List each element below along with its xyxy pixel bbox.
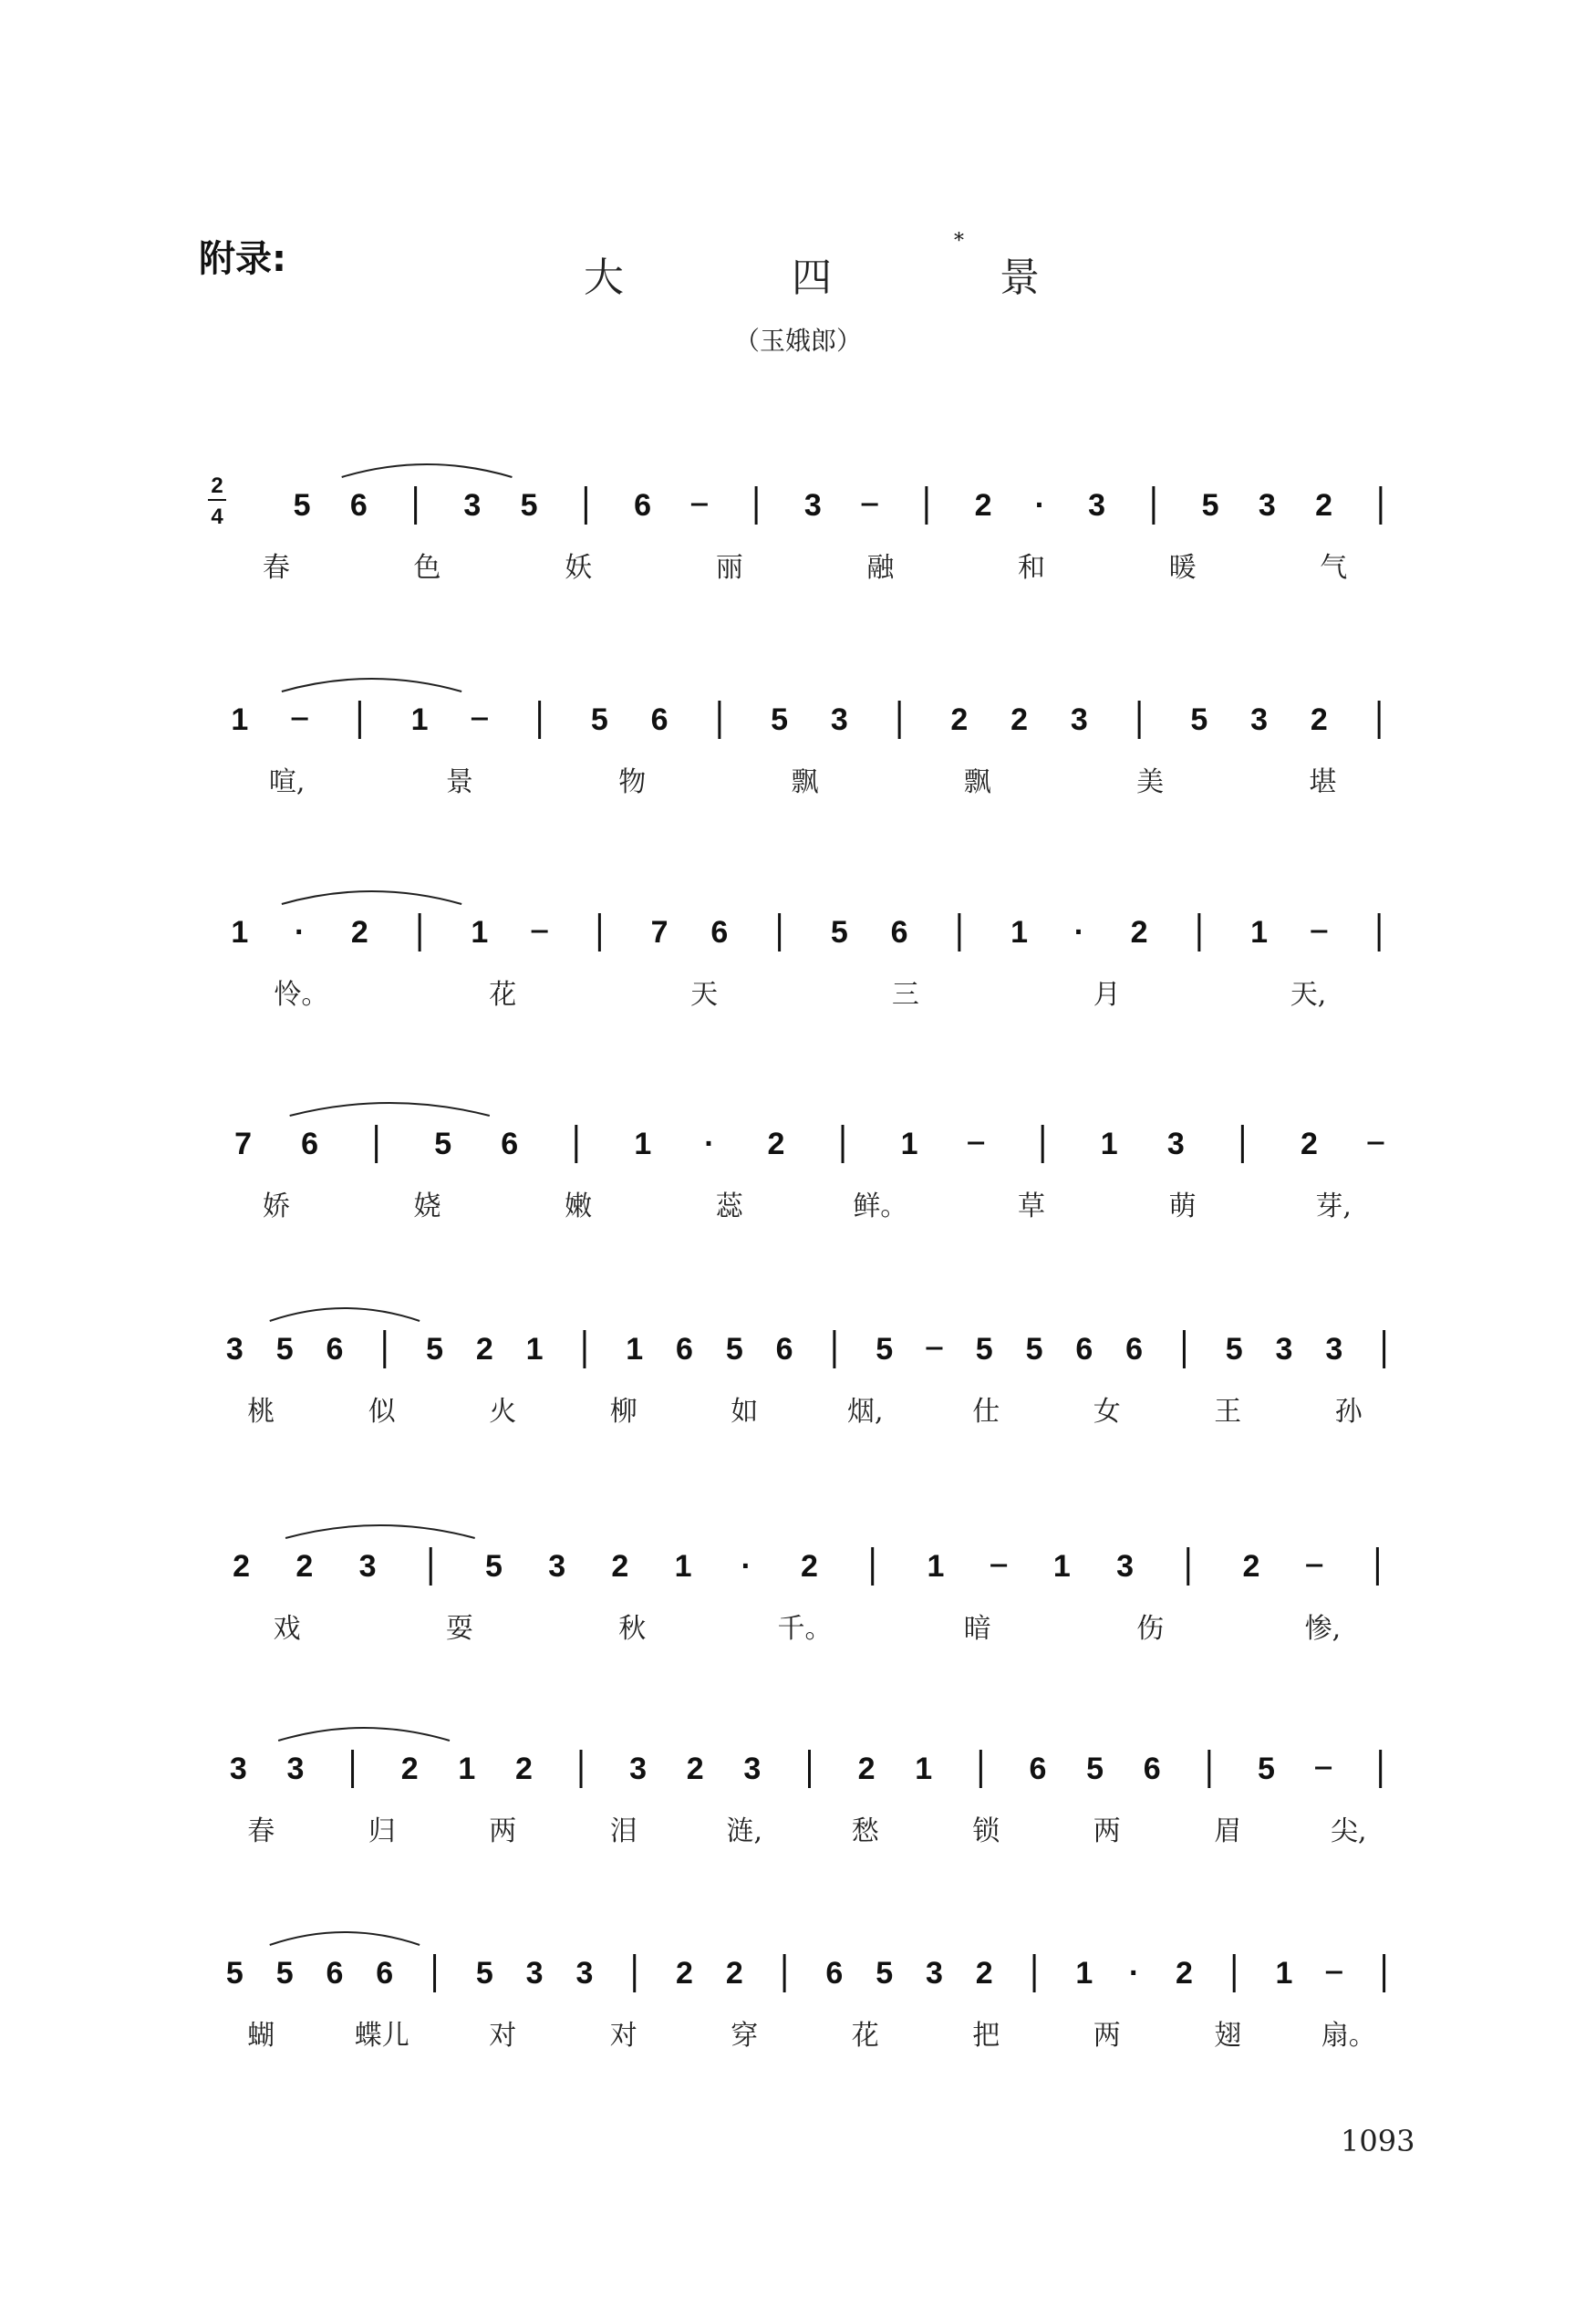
note: 6: [650, 702, 668, 737]
note: 3: [358, 1549, 377, 1584]
note: 6: [676, 1332, 693, 1367]
note: 1: [231, 702, 249, 737]
slur: [290, 1103, 490, 1116]
time-signature-bottom: 4: [211, 504, 223, 529]
lyric: 桃: [247, 1396, 275, 1428]
lyric: 鲜。: [853, 1191, 908, 1222]
note: 5: [225, 1956, 244, 1991]
note: 3: [926, 1956, 943, 1991]
note: 5: [1086, 1752, 1104, 1786]
lyric: 把: [972, 2020, 1000, 2052]
lyric: 伤: [1136, 1613, 1165, 1645]
lyric: 月: [1093, 979, 1121, 1011]
note: 6: [634, 488, 652, 523]
lyric: 扇。: [1321, 2020, 1376, 2052]
lyric: 暗: [963, 1613, 991, 1645]
note: 3: [1258, 488, 1276, 523]
lyric: 两: [1093, 1815, 1121, 1847]
lyric: 天: [690, 979, 719, 1011]
slur: [282, 679, 461, 691]
lyric: 美: [1136, 766, 1165, 798]
note: 5: [426, 1332, 444, 1367]
note: 3: [575, 1956, 594, 1991]
note: 6: [326, 1332, 344, 1367]
slur: [342, 464, 513, 477]
lyric: 芽,: [1315, 1191, 1352, 1222]
note: 2: [1300, 1127, 1318, 1161]
lyric: 飘: [963, 766, 991, 798]
note: 6: [775, 1332, 793, 1367]
note: 2: [686, 1752, 704, 1786]
note: 6: [301, 1127, 319, 1161]
note: 5: [975, 1332, 993, 1367]
lyric: 三: [891, 979, 919, 1011]
note: 6: [1075, 1332, 1093, 1367]
slur: [270, 1308, 420, 1321]
lyric: 花: [489, 979, 517, 1011]
lyric: 色: [413, 552, 441, 584]
note: 2: [1010, 702, 1029, 737]
lyric: 融: [866, 552, 895, 584]
title-char: 大: [584, 255, 624, 301]
lyric: 妖: [565, 552, 593, 584]
note: 3: [286, 1752, 305, 1786]
note: 5: [1025, 1332, 1043, 1367]
note: 2: [295, 1549, 314, 1584]
note: 6: [326, 1956, 344, 1991]
note: 1: [900, 1127, 918, 1161]
lyric: 丽: [715, 552, 743, 584]
title-char: 景: [1000, 255, 1040, 301]
lyric: 蕊: [715, 1191, 743, 1222]
note: 6: [501, 1127, 519, 1161]
slur: [282, 891, 461, 904]
note: 1: [1010, 915, 1029, 950]
note: 2: [725, 1956, 743, 1991]
lyric: 火: [489, 1396, 517, 1428]
note: 3: [803, 488, 822, 523]
note: 5: [725, 1332, 743, 1367]
note: 1: [458, 1752, 476, 1786]
lyric: 蝴: [247, 2020, 275, 2052]
note: 2: [350, 915, 368, 950]
note: 1: [674, 1549, 692, 1584]
note: 3: [1325, 1332, 1343, 1367]
note: 3: [1070, 702, 1088, 737]
lyric: 翅: [1214, 2020, 1242, 2052]
lyric: 喧,: [268, 766, 306, 798]
lyric: 天,: [1290, 979, 1327, 1011]
note: 2: [1130, 915, 1148, 950]
note: 1: [1075, 1956, 1093, 1991]
note: 5: [771, 702, 789, 737]
note: 2: [950, 702, 969, 737]
note: 5: [830, 915, 848, 950]
lyric: 蝶儿: [354, 2020, 409, 2052]
note: 2: [1315, 488, 1333, 523]
note: 2: [801, 1549, 818, 1584]
lyric: 仕: [972, 1396, 1000, 1428]
note: 6: [349, 488, 368, 523]
note: 5: [275, 1332, 294, 1367]
lyric: 娆: [413, 1191, 441, 1222]
note: 2: [233, 1549, 251, 1584]
lyric: 孙: [1334, 1396, 1363, 1428]
note: 3: [629, 1752, 648, 1786]
note: 3: [1275, 1332, 1293, 1367]
song-subtitle: （玉娥郎）: [733, 326, 862, 356]
note: 5: [1190, 702, 1208, 737]
lyric: 对: [489, 2020, 517, 2052]
lyric: 两: [1093, 2020, 1121, 2052]
note: 6: [1029, 1752, 1047, 1786]
note: 1: [1275, 1956, 1293, 1991]
note: 5: [293, 488, 311, 523]
lyric: 萌: [1168, 1191, 1197, 1222]
lyric: 锁: [972, 1815, 1000, 1847]
note: ·: [741, 1549, 751, 1584]
lyric: 戏: [273, 1613, 301, 1645]
note: 5: [1225, 1332, 1243, 1367]
slur: [270, 1932, 420, 1945]
lyric: 娇: [262, 1191, 290, 1222]
note: 6: [376, 1956, 394, 1991]
note: 2: [1175, 1956, 1193, 1991]
lyric: 尖,: [1330, 1815, 1367, 1847]
note: 1: [915, 1752, 933, 1786]
note: 3: [548, 1549, 566, 1584]
note: 2: [1310, 702, 1328, 737]
note: 5: [876, 1956, 894, 1991]
lyric: 花: [851, 2020, 879, 2052]
note: 5: [275, 1956, 294, 1991]
note: 1: [626, 1332, 644, 1367]
note: 2: [400, 1752, 419, 1786]
note: 1: [471, 915, 489, 950]
lyric: 气: [1320, 552, 1348, 584]
lyric: 景: [445, 766, 473, 798]
lyric: 千。: [777, 1613, 833, 1645]
note: 5: [1201, 488, 1219, 523]
note: 6: [890, 915, 908, 950]
lyric: 两: [489, 1815, 517, 1847]
lyric: 暖: [1168, 552, 1197, 584]
note: 3: [1250, 702, 1269, 737]
lyric: 归: [368, 1815, 396, 1847]
note: 1: [927, 1549, 945, 1584]
lyric: 草: [1017, 1191, 1045, 1222]
lyric: 和: [1017, 552, 1045, 584]
lyric: 惨,: [1304, 1613, 1342, 1645]
lyric: 愁: [851, 1815, 879, 1847]
note: 3: [229, 1752, 247, 1786]
note: 1: [525, 1332, 544, 1367]
note: 1: [1100, 1127, 1118, 1161]
note: ·: [1128, 1956, 1140, 1991]
lyric: 嫩: [565, 1191, 593, 1222]
lyric: 春: [262, 552, 290, 584]
note: 2: [611, 1549, 629, 1584]
time-signature-top: 2: [211, 473, 223, 498]
note: 5: [876, 1332, 894, 1367]
note: 7: [650, 915, 668, 950]
note: 3: [1116, 1549, 1135, 1584]
note: 1: [231, 915, 249, 950]
note: 2: [974, 488, 992, 523]
slur: [285, 1525, 475, 1538]
note: 1: [410, 702, 429, 737]
note: 7: [234, 1127, 252, 1161]
lyric: 物: [618, 766, 647, 798]
title-footnote-mark: *: [954, 230, 964, 253]
note: 3: [830, 702, 848, 737]
note: 3: [1166, 1127, 1185, 1161]
note: 5: [475, 1956, 493, 1991]
note: 3: [225, 1332, 244, 1367]
note: 3: [463, 488, 482, 523]
lyric: 柳: [609, 1396, 637, 1428]
note: 6: [825, 1956, 844, 1991]
note: 6: [1143, 1752, 1161, 1786]
page-number: 1093: [1341, 2124, 1415, 2158]
appendix-label: 附录:: [199, 238, 286, 280]
note: 1: [1052, 1549, 1071, 1584]
lyric: 怜。: [274, 979, 329, 1011]
note: 3: [525, 1956, 544, 1991]
lyric: 涟,: [726, 1815, 763, 1847]
lyric: 如: [731, 1396, 759, 1428]
note: 5: [520, 488, 538, 523]
note: ·: [1034, 488, 1046, 523]
note: 5: [434, 1127, 452, 1161]
note: 1: [1250, 915, 1269, 950]
note: 3: [743, 1752, 762, 1786]
note: 6: [1125, 1332, 1144, 1367]
note: 5: [484, 1549, 503, 1584]
note: 2: [975, 1956, 993, 1991]
note: 2: [767, 1127, 785, 1161]
lyric: 泪: [609, 1815, 637, 1847]
note: ·: [1073, 915, 1085, 950]
note: 3: [1088, 488, 1106, 523]
note: 2: [857, 1752, 876, 1786]
slur: [278, 1728, 450, 1741]
note: 1: [634, 1127, 652, 1161]
note: ·: [704, 1127, 715, 1161]
lyric: 似: [368, 1396, 396, 1428]
lyric: 堪: [1309, 766, 1337, 798]
lyric: 飘: [791, 766, 819, 798]
lyric: 女: [1093, 1396, 1121, 1428]
title-char: 四: [792, 255, 832, 301]
note: 2: [514, 1752, 533, 1786]
note: 2: [475, 1332, 493, 1367]
lyric: 秋: [618, 1613, 647, 1645]
lyric: 耍: [445, 1613, 473, 1645]
lyric: 穿: [731, 2020, 759, 2052]
note: 6: [710, 915, 729, 950]
note: 5: [1257, 1752, 1275, 1786]
note: 2: [676, 1956, 693, 1991]
note: 5: [590, 702, 608, 737]
lyric: 春: [247, 1815, 275, 1847]
note: ·: [294, 915, 306, 950]
lyric: 王: [1214, 1396, 1242, 1428]
lyric: 眉: [1214, 1815, 1242, 1847]
note: 2: [1242, 1549, 1260, 1584]
lyric: 对: [609, 2020, 637, 2052]
lyric: 烟,: [846, 1396, 884, 1428]
